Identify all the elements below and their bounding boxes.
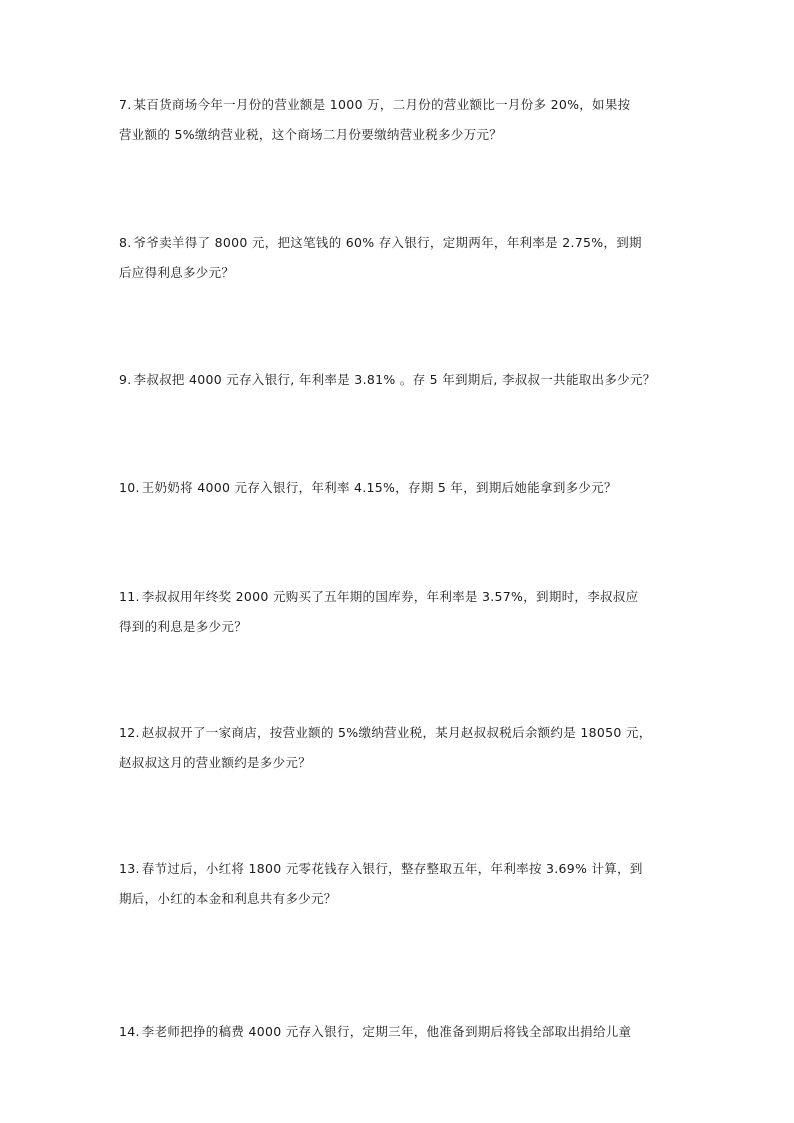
problem-number: 10. [119,480,140,495]
problem-line [119,365,679,395]
problem-text: 赵叔叔开了一家商店，按营业额的 5%缴纳营业税，某月赵叔叔税后余额约是 18050 元， [141,725,652,740]
problem-number: 13. [119,861,140,876]
problem-text: 王奶奶将 4000 元存入银行，年利率 4.15%，存期 5 年，到期后她能拿到多少元？ [141,480,617,495]
problem-text: 春节过后，小红将 1800 元零花钱存入银行，整存整取五年，年利率按 3.69% 计算，到 [141,861,643,876]
problem-8 [119,228,679,288]
problem-line: 营业额的 5%缴纳营业税，这个商场二月份要缴纳营业税多少万元？ [119,127,503,142]
problem-10 [119,473,679,503]
problem-text: 爷爷卖羊得了 8000 元，把这笔钱的 60% 存入银行，定期两年，年利率是 2.75%，到期 [133,235,642,250]
problem-line [119,582,679,612]
problem-number: 14. [119,1024,140,1039]
problem-line: 赵叔叔这月的营业额约是多少元？ [119,755,312,770]
problem-line: 期后，小红的本金和利息共有多少元？ [119,891,337,906]
problem-line [119,854,679,884]
problem-text: 李叔叔用年终奖 2000 元购买了五年期的国库券，年利率是 3.57%，到期时，李叔叔应 [141,589,639,604]
problem-9 [119,365,679,395]
problem-number: 9. [119,372,132,387]
problem-line [119,718,679,748]
problem-text: 李叔叔把 4000 元存入银行, 年利率是 3.81% 。存 5 年到期后, 李叔叔一共能取出多少元？ [133,372,656,387]
problem-13 [119,854,679,914]
problem-line [119,1017,679,1047]
problem-number: 8. [119,235,132,250]
problem-text: 李老师把挣的稿费 4000 元存入银行，定期三年，他准备到期后将钱全部取出捐给儿童 [141,1024,632,1039]
problem-12 [119,718,679,778]
problem-number: 12. [119,725,140,740]
problem-line [119,473,679,503]
problem-11 [119,582,679,642]
problem-number: 7. [119,97,132,112]
problem-14 [119,1017,679,1047]
problem-line [119,228,679,258]
problem-line: 后应得利息多少元？ [119,265,235,280]
problem-7 [119,90,679,150]
problem-line: 得到的利息是多少元？ [119,619,248,634]
problem-line [119,90,679,120]
problem-text: 某百货商场今年一月份的营业额是 1000 万，二月份的营业额比一月份多 20%，如果按 [133,97,631,112]
problem-number: 11. [119,589,140,604]
